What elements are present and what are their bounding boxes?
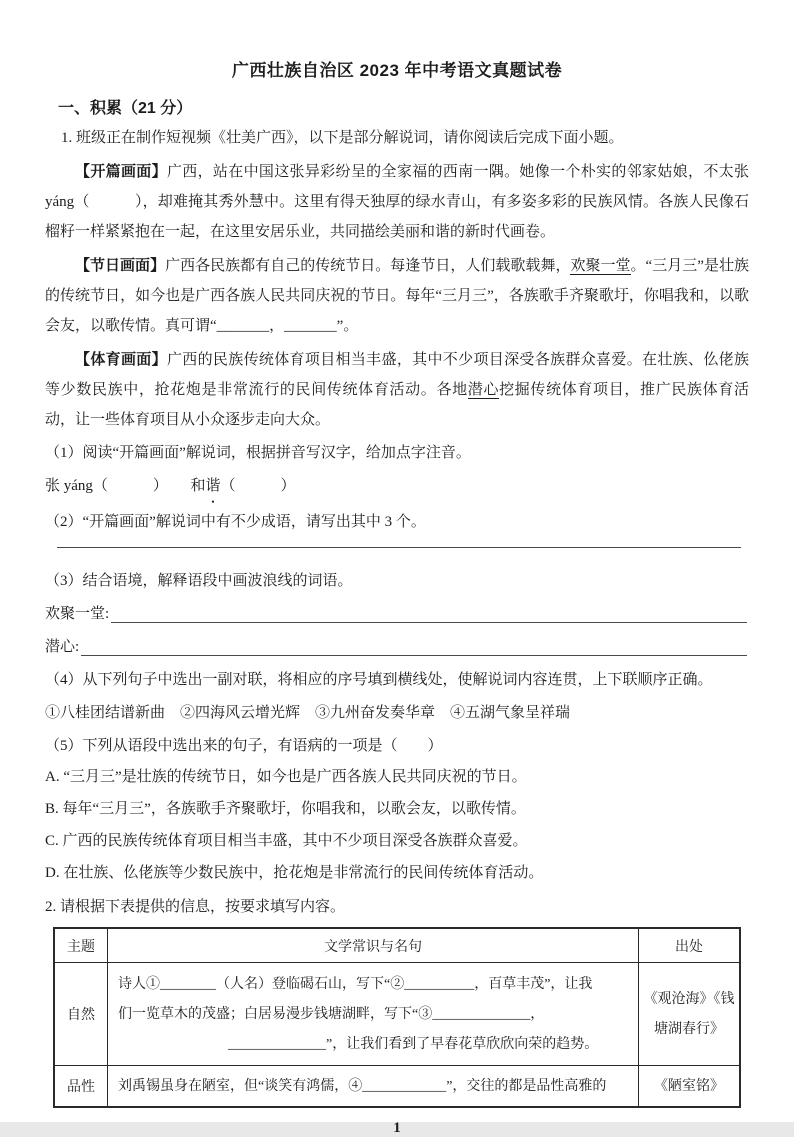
- header-theme: 主题: [54, 928, 108, 963]
- festival-scene-tag: 【节日画面】: [75, 257, 166, 274]
- section-heading: 一、积累（21 分）: [58, 100, 193, 117]
- nature-line-1: 诗人①________（人名）登临碣石山，写下“②__________，百草丰茂”，让我: [118, 977, 593, 992]
- sports-scene-tag: 【体育画面】: [75, 351, 167, 368]
- header-source: 出处: [639, 928, 741, 963]
- choice-b: B. 每年“三月三”，各族歌手齐聚歌圩，你唱我和，以歌会友，以歌传情。: [45, 801, 526, 817]
- definition-term-qianxin: 潜心:: [45, 639, 80, 655]
- pinyin-gap: [160, 478, 190, 494]
- sub-question-3-label: （3）结合语境，解释语段中画波浪线的词语。: [45, 573, 353, 589]
- opening-scene-tag: 【开篇画面】: [75, 163, 167, 180]
- nature-content-cell: [108, 963, 639, 1066]
- sports-text-1: 广西的民族传统体育项目相当丰盛，其中不少项目深受各族群众喜爱。在壮族、仫佬族等少数民族中，抢花炮是非常流行的民间传统体育活动。各地: [45, 352, 749, 398]
- definition-row-qianxin: [45, 632, 749, 662]
- page-number: 1: [393, 1120, 401, 1136]
- sub-question-4-label: （4）从下列句子中选出一副对联，将相应的序号填到横线处，使解说词内容连贯，上下联顺序正确。: [45, 672, 713, 688]
- header-knowledge: 文学常识与名句: [108, 928, 639, 963]
- character-source: 《陋室铭》: [639, 1066, 741, 1108]
- page-title: 广西壮族自治区 2023 年中考语文真题试卷: [231, 61, 563, 80]
- paragraph-opening-scene: [45, 157, 749, 247]
- theme-character: 品性: [54, 1066, 108, 1108]
- festival-text-2: 。“三月三”是壮族的传统节日，如今也是广西各族人民共同庆祝的节日。每年“三月三”，各族歌手齐聚歌圩，你唱我和，以歌会友，以歌传情。真可谓“_______，_______”。: [45, 258, 749, 334]
- character-content-cell: 刘禹锡虽身在陋室，但“谈笑有鸿儒，④____________”，交往的都是品性高雅的: [108, 1066, 639, 1108]
- table-header-row: [54, 928, 740, 963]
- nature-line-2: 们一览草木的茂盛；白居易漫步钱塘湖畔，写下“③______________，: [118, 1007, 545, 1022]
- question-2-intro: 2. 请根据下表提供的信息，按要求填写内容。: [45, 899, 346, 915]
- nature-source: 《观沧海》《钱塘湖春行》: [639, 963, 741, 1066]
- festival-text-1: 广西各民族都有自己的传统节日。每逢节日，人们载歌载舞，: [165, 258, 571, 274]
- theme-nature: 自然: [54, 963, 108, 1066]
- couplet-options: ①八桂团结谱新曲 ②四海风云增光辉 ③九州奋发奏华章 ④五湖气象呈祥瑞: [45, 705, 571, 721]
- choice-c: C. 广西的民族传统体育项目相当丰盛，其中不少项目深受各族群众喜爱。: [45, 833, 528, 849]
- definition-blank-huanju: [111, 599, 747, 623]
- answer-blank-line: [57, 547, 741, 548]
- question-1-intro: 1. 班级正在制作短视频《壮美广西》，以下是部分解说词，请你阅读后完成下面小题。: [61, 130, 624, 146]
- paragraph-sports-scene: [45, 345, 749, 435]
- sub-question-5-label: （5）下列从语段中选出来的句子，有语病的一项是（ ）: [45, 738, 443, 754]
- pinyin-blank-hexie-parens: （ ）: [220, 478, 296, 494]
- choice-a: A. “三月三”是壮族的传统节日，如今也是广西各族人民共同庆祝的节日。: [45, 769, 527, 785]
- sub-question-2-label: （2）“开篇画面”解说词中有不少成语，请写出其中 3 个。: [45, 514, 426, 530]
- literature-table: [53, 927, 741, 1108]
- definition-row-huanju: [45, 599, 749, 629]
- sub-question-1-label: （1）阅读“开篇画面”解说词，根据拼音写汉字，给加点字注音。: [45, 445, 471, 461]
- definition-blank-qianxin: [81, 632, 747, 656]
- sports-text-2: 挖掘传统体育项目，推广民族体育活动，让一些体育项目从小众逐步走向大众。: [45, 382, 749, 428]
- nature-line-3: ______________”，让我们看到了早春花草欣欣向荣的趋势。: [228, 1037, 599, 1052]
- word-he: 和: [190, 478, 206, 494]
- definition-term-huanju: 欢聚一堂:: [45, 606, 110, 622]
- underlined-word-qianxin: 潜心: [467, 382, 500, 398]
- pinyin-answer-row: [45, 471, 749, 501]
- dotted-char-xie: 谐: [205, 478, 221, 494]
- paragraph-festival-scene: [45, 251, 749, 341]
- table-row-nature: [54, 963, 740, 1066]
- underlined-word-huanju-yitang: 欢聚一堂: [570, 258, 631, 274]
- opening-scene-text: 广西，站在中国这张异彩纷呈的全家福的西南一隅。她像一个朴实的邻家姑娘，不太张 yáng（ ），却难掩其秀外慧中。这里有得天独厚的绿水青山，有多姿多彩的民族风情。各族人民像石榴籽一样紧紧抱在一起，在这里安居乐业，共同描绘美丽和谐的新时代画卷。: [45, 164, 749, 240]
- table-row-character: [54, 1066, 740, 1108]
- pinyin-blank-zhang-yang: 张 yáng（ ）: [45, 478, 161, 494]
- choice-d: D. 在壮族、仫佬族等少数民族中，抢花炮是非常流行的民间传统体育活动。: [45, 865, 544, 881]
